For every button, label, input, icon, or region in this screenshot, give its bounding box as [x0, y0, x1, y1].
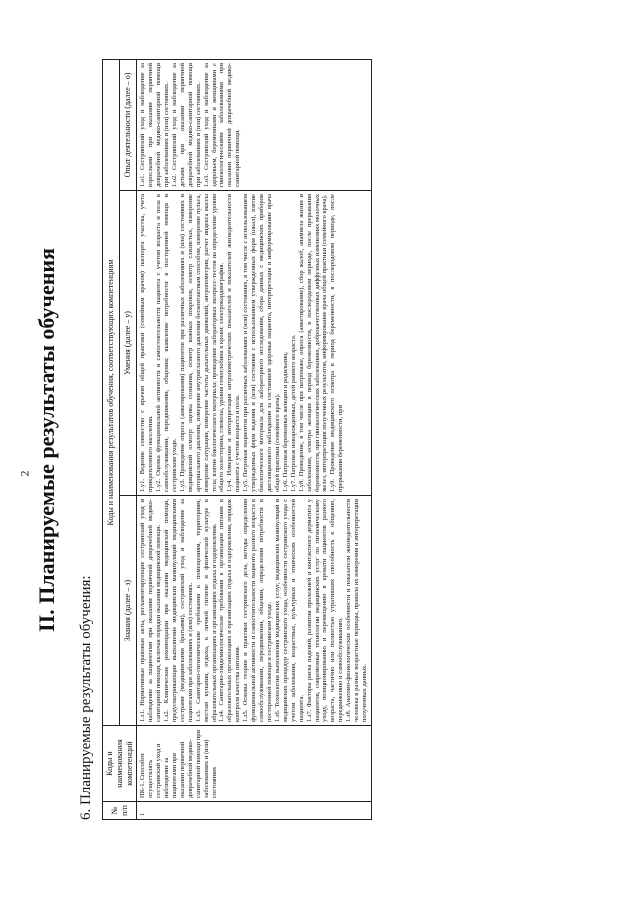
skill-item: 1.у9. Проведение медицинского осмотра в период беременности, в послеродовом периоде, после прерывания беременности, при	[329, 194, 345, 492]
knowledge-cell	[137, 496, 372, 726]
header-num: № п/п	[103, 802, 137, 820]
page-number: 2	[17, 470, 32, 477]
knowledge-item: 1.з3. Санитарно-гигиенические требования к помещениям, территориям, местам купания, отдыха, к личной гигиене и физической культуре в образовательных организациях и организациях отдыха и оздоровления.	[194, 499, 218, 722]
skill-item: 1.у6. Патронаж беременных женщин и родильниц.	[281, 351, 289, 492]
skill-item: 1.у1. Ведение совместно с врачом общей практики (семейным врачом) паспорта участка, учета прикрепленного населения.	[139, 194, 155, 492]
knowledge-item: 1.з7. Факторы риска падений, развития пролежней и контактного дерматита у пациентов, современные технологии медицинских услуг по гигиеническому уходу, позиционированию и перемещению в кровати пациентов разного возраста, частично или полностью утративших способность к общению, передвижению и самообслуживанию.	[305, 499, 345, 722]
competence-cell: ПК-1. Способен осуществлять сестринский уход и наблюдение за пациентами при оказании первичной доврачебной медико-санитарной помощи при заболеваниях и (или) состояниях	[137, 726, 372, 802]
skill-item: 1.у5. Патронаж пациентов при различных заболеваниях и (или) состояниях, в том числе с использованием утвержденных форм ведения и (или) состояния с использованием утвержденных форм (шкал), взятие биологического материала для лабораторного исследования, сбора данных с медицинских приборов дистанционного наблюдения за состоянием здоровья пациента, интерпретация и информирование врача общей практики (семейного врача).	[242, 194, 281, 492]
knowledge-item: 1.з8. Анатомо-физиологические особенности и показатели жизнедеятельности человека в разные возрастные периоды, правила их измерения и интерпретации полученных данных.	[345, 499, 369, 722]
knowledge-item: 1.з5. Основы теории и практики сестринского дела, методы определения функциональной активности и самостоятельности пациента разного возраста в самообслуживании, передвижении, общении, определения потребности в посторонней помощи и сестринском уходе.	[242, 499, 273, 722]
table-row	[137, 60, 372, 820]
experience-cell	[137, 60, 372, 191]
skill-item: 1.у2. Оценка функциональной активности и самостоятельности пациента с учетом возраста и пола в самообслуживании, передвижении, общении; выявление потребности в посторонней помощи и сестринском уходе.	[155, 194, 178, 492]
header-competence: Коды и наименования компетенций	[103, 726, 137, 802]
knowledge-item: 1.з1. Нормативные правовые акты, регламентирующие сестринский уход и наблюдение за пациентами при оказании первичной доврачебной медико-санитарной помощи, включая порядки оказания медицинской помощи.	[139, 499, 163, 722]
section-heading: II. Планируемые результаты обучения	[34, 248, 59, 632]
knowledge-item: 1.з4. Санитарно-эпидемиологические требования к организации питания в образовательных организациях и организациях отдыха и оздоровления, порядок контроля качества питания.	[218, 499, 242, 722]
experience-item: 1.о2. Сестринский уход и наблюдение за детьми при оказании первичной доврачебной медико-санитарной помощи при заболеваниях и (или) состояниях.	[170, 63, 202, 187]
experience-item: 1.о1. Сестринский уход и наблюдение за взрослыми при оказании первичной доврачебной медико-санитарной помощи при заболеваниях и (или) состояниях.	[139, 63, 171, 187]
header-results-group: Коды и наименования результатов обучения, соответствующих компетенциям	[103, 60, 120, 726]
rotated-page	[34, 40, 604, 840]
skill-item: 1.у3. Проведение опроса (анкетирования) пациентов при различных заболеваниях и (или) состояниях и медицинский осмотр: оценка сознания, осмотр кожных покровов, осмотр слизистых, измерение артериального давления, измерение внутриглазного давления бесконтактным способом, измерение пульса, измерение сатурации, измерение частоты дыхательных движений, антропометрия, расчет индекса массы тела; взятие биологического материала; проведение лабораторных экспресс-тестов на определение уровня общего холестерина, глюкозы, уровня гемоглобина в крови; электрокардиография.	[178, 194, 226, 492]
skill-item: 1.у4. Измерение и интерпретация антропометрических показателей и показателей жизнедеятельности пациента с учетом возраста и пола.	[226, 194, 242, 492]
knowledge-item: 1.з6. Технологии выполнения медицинских услуг, медицинских манипуляций и медицинских процедур сестринского ухода, особенности сестринского ухода с учетом заболевания, возрастных, культурных и этнических особенностей пациента.	[273, 499, 305, 722]
subsection-heading: 6. Планируемые результаты обучения:	[78, 575, 94, 820]
skill-item: 1.у8. Проведение, в том числе при патронаже, опроса (анкетирование), сбор жалоб, анамнеза жизни и заболевания, осмотра женщин в период беременности, в послеродовом периоде, после прерывания беременности, при гинекологических заболеваниях, доброкачественных диффузных изменениях молочных желез, интерпретация полученных результатов, информирование врача общей практики (семейного врача).	[297, 194, 329, 492]
results-table	[102, 59, 372, 820]
experience-item: 1.о3. Сестринский уход и наблюдение за здоровьем, беременными и женщинами с гинекологическими заболеваниями при оказании первичной доврачебной медико-санитарной помощи.	[202, 63, 242, 187]
header-knowledge: Знания (далее – з)	[120, 496, 137, 726]
knowledge-item: 1.з2. Клинические рекомендации при оказании медицинской помощи, предусматривающие выполнение медицинских манипуляций медицинскими сестрами (медицинскими братьями), сестринский уход и наблюдение за пациентами при заболеваниях и (или) состояниях.	[163, 499, 194, 722]
header-experience: Опыт деятельности (далее – о)	[120, 60, 137, 191]
skills-cell	[137, 191, 372, 496]
header-skills: Умения (далее – у)	[120, 191, 137, 496]
row-number: 1	[137, 802, 372, 820]
skill-item: 1.у7. Патронаж новорожденных, детей раннего возраста.	[289, 334, 297, 492]
